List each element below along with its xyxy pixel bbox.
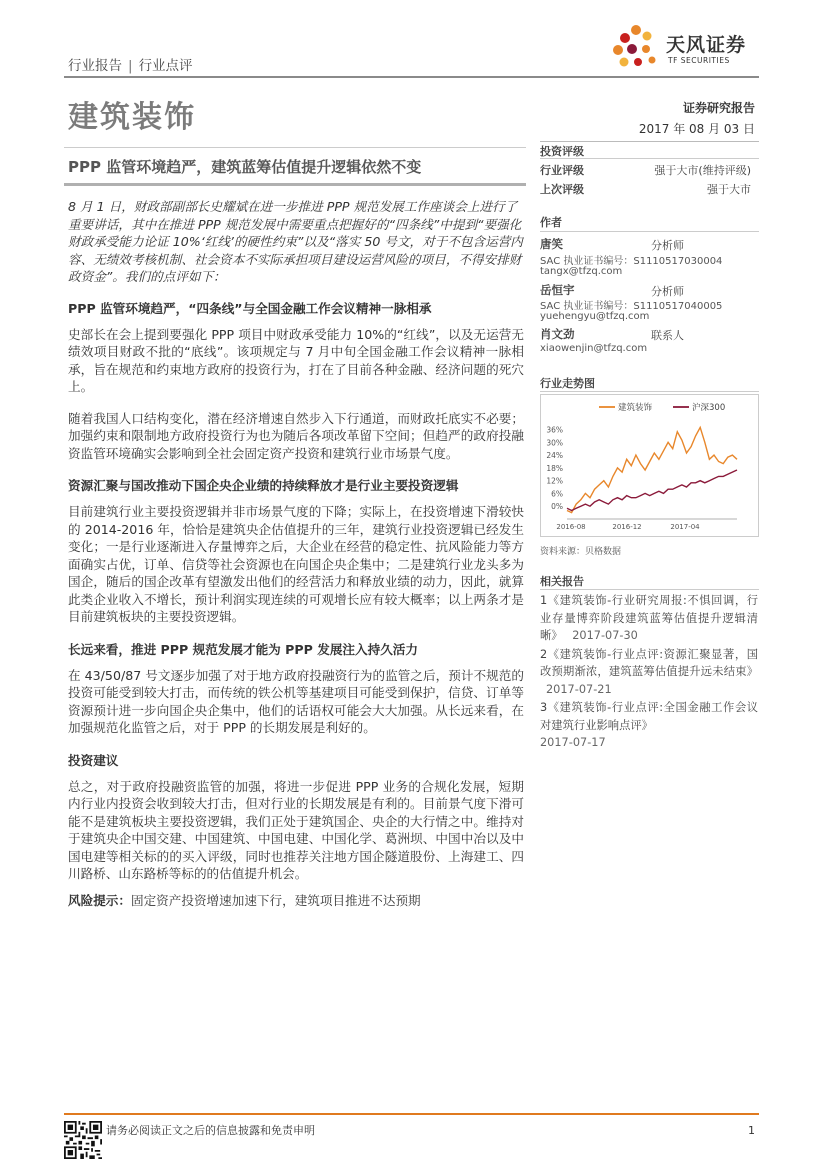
footer-divider: [64, 1113, 759, 1115]
series-line-index: [567, 470, 737, 511]
industry-rating-label: 行业评级: [540, 164, 584, 177]
body-paragraph: 总之，对于政府投融资监管的加强，将进一步促进 PPP 业务的合规化发展，短期内行业内投资会收到较大打击，但对行业的长期发展是有利的。目前景气度下滑可能不是建筑板块主要投资逻辑，我们正处于建筑国企、央企的大行情之中。维持对于建筑央企中国交建、中国建筑、中国电建、中国化学、葛洲坝、中国中冶以及中国电建等相关标的的买入评级，同时也推荐关注地方国企隧道股份、上海建工、四川路桥、山东路桥等标的的估值提升机会。: [68, 778, 524, 881]
risk-note: [68, 892, 524, 910]
analyst-email[interactable]: yuehengyu@tfzq.com: [540, 311, 650, 322]
industry-rating-value: 强于大市(维持评级): [654, 164, 751, 177]
brand-sub: TF SECURITIES: [668, 56, 730, 65]
trend-chart-svg: [541, 395, 758, 536]
analyst-role: 联系人: [651, 329, 684, 342]
related-reports: [540, 592, 758, 753]
related-report-date: 2017-07-30: [572, 629, 638, 642]
breadcrumb-subcategory: 行业点评: [138, 58, 193, 74]
brand-logo: [610, 22, 760, 72]
industry-rating: [540, 162, 759, 178]
author-title-label: 作者: [540, 216, 562, 229]
y-tick-label: 24%: [546, 451, 563, 461]
related-report-item[interactable]: [540, 592, 758, 645]
logo-dots-icon: [610, 22, 662, 72]
related-report-item[interactable]: [540, 699, 758, 752]
y-tick-label: 18%: [546, 463, 563, 473]
trend-chart: [540, 394, 759, 537]
analyst-role: 分析师: [651, 239, 684, 252]
analyst-name: 岳恒宇: [540, 283, 575, 297]
x-tick-label: 2017-04: [670, 523, 700, 531]
author-title: [540, 214, 759, 230]
rating-divider: [540, 158, 759, 159]
top-divider: [64, 76, 759, 78]
prev-rating: [540, 181, 759, 197]
footer-disclaimer[interactable]: 请务必阅读正文之后的信息披露和免责申明: [106, 1124, 315, 1137]
section-heading: 资源汇聚与国改推动下国企央企业绩的持续释放才是行业主要投资逻辑: [68, 478, 459, 493]
trend-divider: [540, 391, 759, 392]
risk-label: 风险提示：: [68, 892, 131, 908]
x-tick-label: 2016-08: [556, 523, 586, 531]
legend-label: 沪深300: [692, 403, 726, 413]
related-title: [540, 573, 759, 589]
section-heading: PPP 监管环境趋严，“四条线”与全国金融工作会议精神一脉相承: [68, 300, 432, 316]
x-tick-label: 2016-12: [612, 523, 642, 531]
analyst-cert: SAC 执业证书编号：S1110517030004: [540, 256, 723, 267]
related-divider: [540, 589, 759, 590]
qr-code-icon: [64, 1121, 102, 1159]
analyst-email[interactable]: tangx@tfzq.com: [540, 266, 623, 277]
main-body: [68, 198, 524, 909]
related-report-text: 2《建筑装饰-行业点评:资源汇聚显著，国改预期渐浓，建筑蓝筹估值提升远未结束》: [540, 647, 758, 678]
risk-text: 固定资产投资增速加速下行，建筑项目推进不达预期: [130, 892, 421, 908]
brand-name: 天风证券: [666, 34, 747, 56]
title-divider: [64, 147, 526, 148]
prev-rating-value: 强于大市: [707, 183, 751, 196]
page-number: 1: [748, 1124, 755, 1137]
related-report-date: 2017-07-17: [540, 736, 606, 749]
prev-rating-label: 上次评级: [540, 183, 584, 196]
body-paragraph: 随着我国人口结构变化，潜在经济增速自然步入下行通道，而财政托底实不必要；加强约束和限制地方政府投资行为也为随后各项改革留下空间；但趋严的政府投融资监管环境确实会影响到全社会固定资产投资和建筑行业市场景气度。: [68, 410, 524, 461]
y-tick-label: 30%: [546, 438, 563, 448]
y-tick-label: 36%: [546, 425, 563, 435]
series-line-sector: [567, 427, 737, 512]
rating-title-label: 投资评级: [540, 145, 584, 158]
sector-title: 建筑装饰: [68, 100, 196, 135]
related-report-item[interactable]: [540, 646, 758, 699]
analyst-name: 唐笑: [540, 237, 563, 251]
analyst-email[interactable]: xiaowenjin@tfzq.com: [540, 343, 648, 354]
headline: PPP 监管环境趋严，建筑蓝筹估值提升逻辑依然不变: [68, 158, 422, 176]
analyst-name: 肖文劲: [540, 327, 575, 341]
report-type: 证券研究报告: [682, 101, 755, 115]
y-tick-label: 12%: [546, 476, 563, 486]
sidebar-top-divider: [540, 141, 759, 142]
report-date: 2017 年 08 月 03 日: [638, 122, 755, 136]
analyst-cert: SAC 执业证书编号：S1110517040005: [540, 301, 723, 312]
analyst-role: 分析师: [651, 285, 684, 298]
section-heading: 投资建议: [68, 752, 119, 768]
body-paragraph: 目前建筑行业主要投资逻辑并非市场景气度的下降；实际上，在投资增速下滑较快的 2014-2016 年，恰恰是建筑央企估值提升的三年，建筑行业投资逻辑已经发生变化；一是行业逐渐进入存量博弈之后，大企业在经营的稳定性、抗风险能力等方面确实占优，订单、信贷等社会资源也在向国企央企集中；二是建筑行业龙头多为国企，随后的国企改革有望激发出他们的经营活力和释放业绩的动力，因此，就算此类企业收入不增长，预计利润实现连续的可观增长应有较大概率；以上两条才是目前建筑板块的主要投资逻辑。: [68, 504, 524, 624]
related-report-date: 2017-07-21: [546, 682, 612, 696]
trend-title-label: 行业走势图: [540, 377, 595, 390]
body-paragraph: 在 43/50/87 号文逐步加强了对于地方政府投融资行为的监管之后，预计不规范的投资可能受到较大打击，而传统的铁公机等基建项目可能受到保护，信贷、订单等资源预计进一步向国企央企集中，他们的话语权可能会大大加强。从长远来看，在加强规范化监管之后，对于 PPP 的长期发展是利好的。: [68, 667, 524, 735]
rating-title: [540, 143, 759, 159]
breadcrumb: [68, 54, 193, 74]
headline-divider: [64, 183, 526, 186]
y-tick-label: 6%: [551, 489, 563, 499]
breadcrumb-category: 行业报告: [68, 58, 122, 74]
y-tick-label: 0%: [551, 502, 563, 512]
chart-source: 资料来源：贝格数据: [540, 547, 622, 557]
related-title-label: 相关报告: [540, 575, 584, 588]
author-divider: [540, 231, 759, 232]
related-report-text: 3《建筑装饰-行业点评:全国金融工作会议对建筑行业影响点评》: [540, 701, 758, 732]
lead-paragraph: 8 月 1 日，财政部副部长史耀斌在进一步推进 PPP 规范发展工作座谈会上进行了重要讲话，其中在推进 PPP 规范发展中需要重点把握好的“四条线”中提到“要强化财政承受能力论证 10%‘红线’的硬性约束”以及“落实 50 号文，对于不包含运营内容、无绩效考核机制、社会资本不实际承担项目建设运营风险的项目，不得安排财政资金”。我们的点评如下：: [68, 199, 523, 284]
body-paragraph: 史部长在会上提到要强化 PPP 项目中财政承受能力 10%的“红线”，以及无运营无绩效项目财政不批的“底线”。该项规定与 7 月中旬全国金融工作会议精神一脉相承，旨在规范和约束地方政府的投资行为，打在了目前各种金融、经济问题的死穴上。: [68, 326, 524, 394]
related-report-text: 1《建筑装饰-行业研究周报:不惧回调，行业存量博弈阶段建筑蓝筹估值提升逻辑清晰》: [540, 594, 758, 642]
breadcrumb-separator: |: [128, 58, 133, 74]
section-heading: 长远来看，推进 PPP 规范发展才能为 PPP 发展注入持久活力: [68, 641, 418, 657]
legend-label: 建筑装饰: [618, 403, 653, 413]
trend-title: [540, 375, 759, 391]
